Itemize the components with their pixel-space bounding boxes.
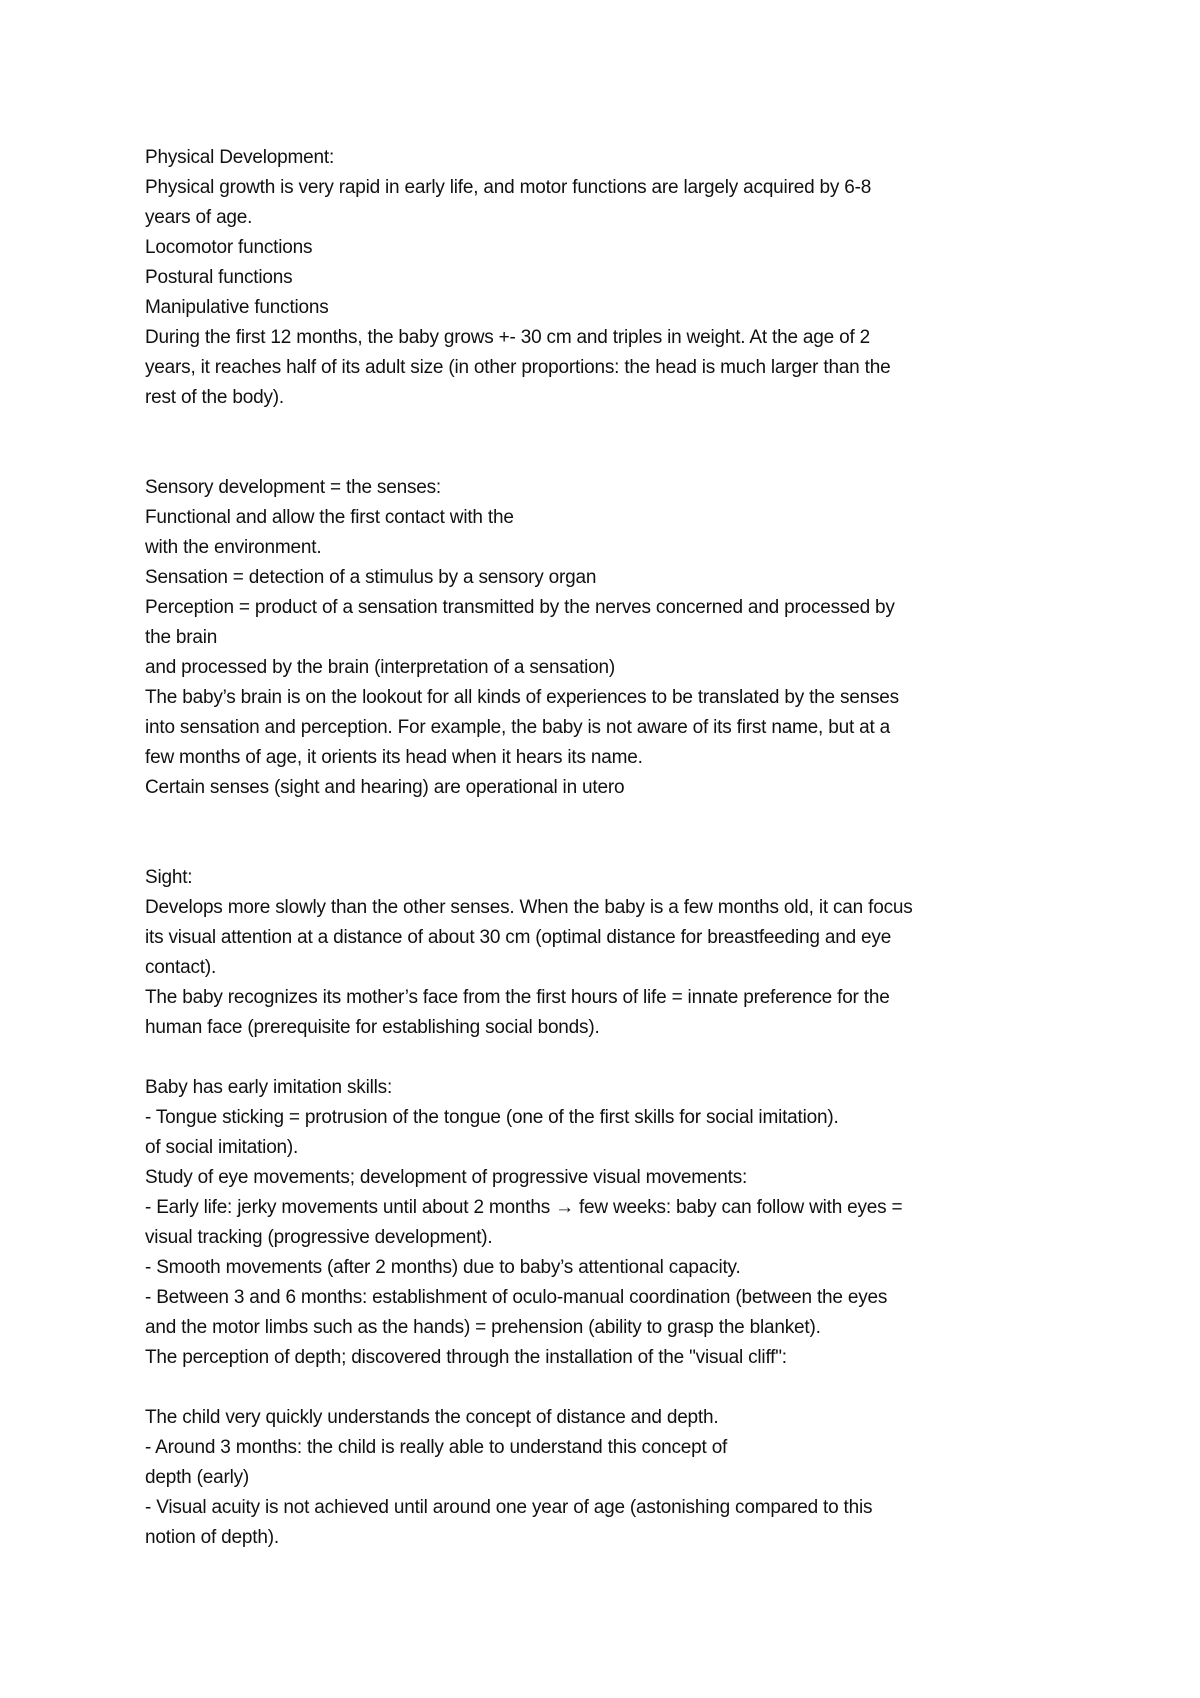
text-line: - Around 3 months: the child is really able to understand this concept of xyxy=(145,1437,728,1458)
text-line: into sensation and perception. For example, the baby is not aware of its first name, but at a xyxy=(145,717,890,738)
text-line: and the motor limbs such as the hands) = prehension (ability to grasp the blanket). xyxy=(145,1317,821,1338)
text-line: Develops more slowly than the other senses. When the baby is a few months old, it can focus xyxy=(145,897,913,918)
text-line: Functional and allow the first contact with the xyxy=(145,507,514,528)
text-line: The baby recognizes its mother’s face from the first hours of life = innate preference for the xyxy=(145,987,890,1008)
physical-development-section xyxy=(145,143,1085,413)
document-body xyxy=(145,143,1085,1553)
text-line: of social imitation). xyxy=(145,1137,299,1158)
depth-section xyxy=(145,1403,1085,1553)
text-line: Postural functions xyxy=(145,267,293,288)
text-line: - Visual acuity is not achieved until around one year of age (astonishing compared to this xyxy=(145,1497,873,1518)
imitation-section xyxy=(145,1073,1085,1373)
text-line: and processed by the brain (interpretation of a sensation) xyxy=(145,657,616,678)
text-line: human face (prerequisite for establishing social bonds). xyxy=(145,1017,600,1038)
blank-line xyxy=(145,803,1085,833)
text-line: few months of age, it orients its head when it hears its name. xyxy=(145,747,643,768)
text-line: Certain senses (sight and hearing) are operational in utero xyxy=(145,777,625,798)
text-line: The child very quickly understands the concept of distance and depth. xyxy=(145,1407,719,1428)
text-line: Locomotor functions xyxy=(145,237,313,258)
text-line: - Early life: jerky movements until about 2 months → few weeks: baby can follow with eyes = xyxy=(145,1197,903,1218)
imitation-heading: Baby has early imitation skills: xyxy=(145,1077,393,1098)
sensory-heading: Sensory development = the senses: xyxy=(145,477,441,498)
text-line: Study of eye movements; development of progressive visual movements: xyxy=(145,1167,748,1188)
text-line: visual tracking (progressive development). xyxy=(145,1227,493,1248)
text-line: years of age. xyxy=(145,207,253,228)
text-line: - Tongue sticking = protrusion of the tongue (one of the first skills for social imitation). xyxy=(145,1107,839,1128)
blank-line xyxy=(145,833,1085,863)
text-line: Manipulative functions xyxy=(145,297,329,318)
text-line: Physical growth is very rapid in early life, and motor functions are largely acquired by 6-8 xyxy=(145,177,872,198)
text-line: notion of depth). xyxy=(145,1527,279,1548)
text-line: The perception of depth; discovered through the installation of the "visual cliff": xyxy=(145,1347,787,1368)
blank-line xyxy=(145,413,1085,443)
blank-line xyxy=(145,1043,1085,1073)
text-line: Perception = product of a sensation transmitted by the nerves concerned and processed by xyxy=(145,597,895,618)
text-line: rest of the body). xyxy=(145,387,284,408)
physical-heading: Physical Development: xyxy=(145,147,335,168)
text-line: - Smooth movements (after 2 months) due to baby’s attentional capacity. xyxy=(145,1257,741,1278)
sight-section xyxy=(145,863,1085,1043)
text-line: depth (early) xyxy=(145,1467,250,1488)
text-line: the brain xyxy=(145,627,218,648)
text-line: its visual attention at a distance of about 30 cm (optimal distance for breastfeeding and eye xyxy=(145,927,892,948)
text-line: with the environment. xyxy=(145,537,322,558)
text-line: - Between 3 and 6 months: establishment of oculo-manual coordination (between the eyes xyxy=(145,1287,888,1308)
sight-heading: Sight: xyxy=(145,867,193,888)
text-line: Sensation = detection of a stimulus by a sensory organ xyxy=(145,567,597,588)
text-line: years, it reaches half of its adult size (in other proportions: the head is much larger than the xyxy=(145,357,891,378)
sensory-development-section xyxy=(145,473,1085,803)
blank-line xyxy=(145,443,1085,473)
text-line: During the first 12 months, the baby grows +- 30 cm and triples in weight. At the age of 2 xyxy=(145,327,870,348)
text-line: contact). xyxy=(145,957,217,978)
blank-line xyxy=(145,1373,1085,1403)
text-line: The baby’s brain is on the lookout for all kinds of experiences to be translated by the senses xyxy=(145,687,899,708)
